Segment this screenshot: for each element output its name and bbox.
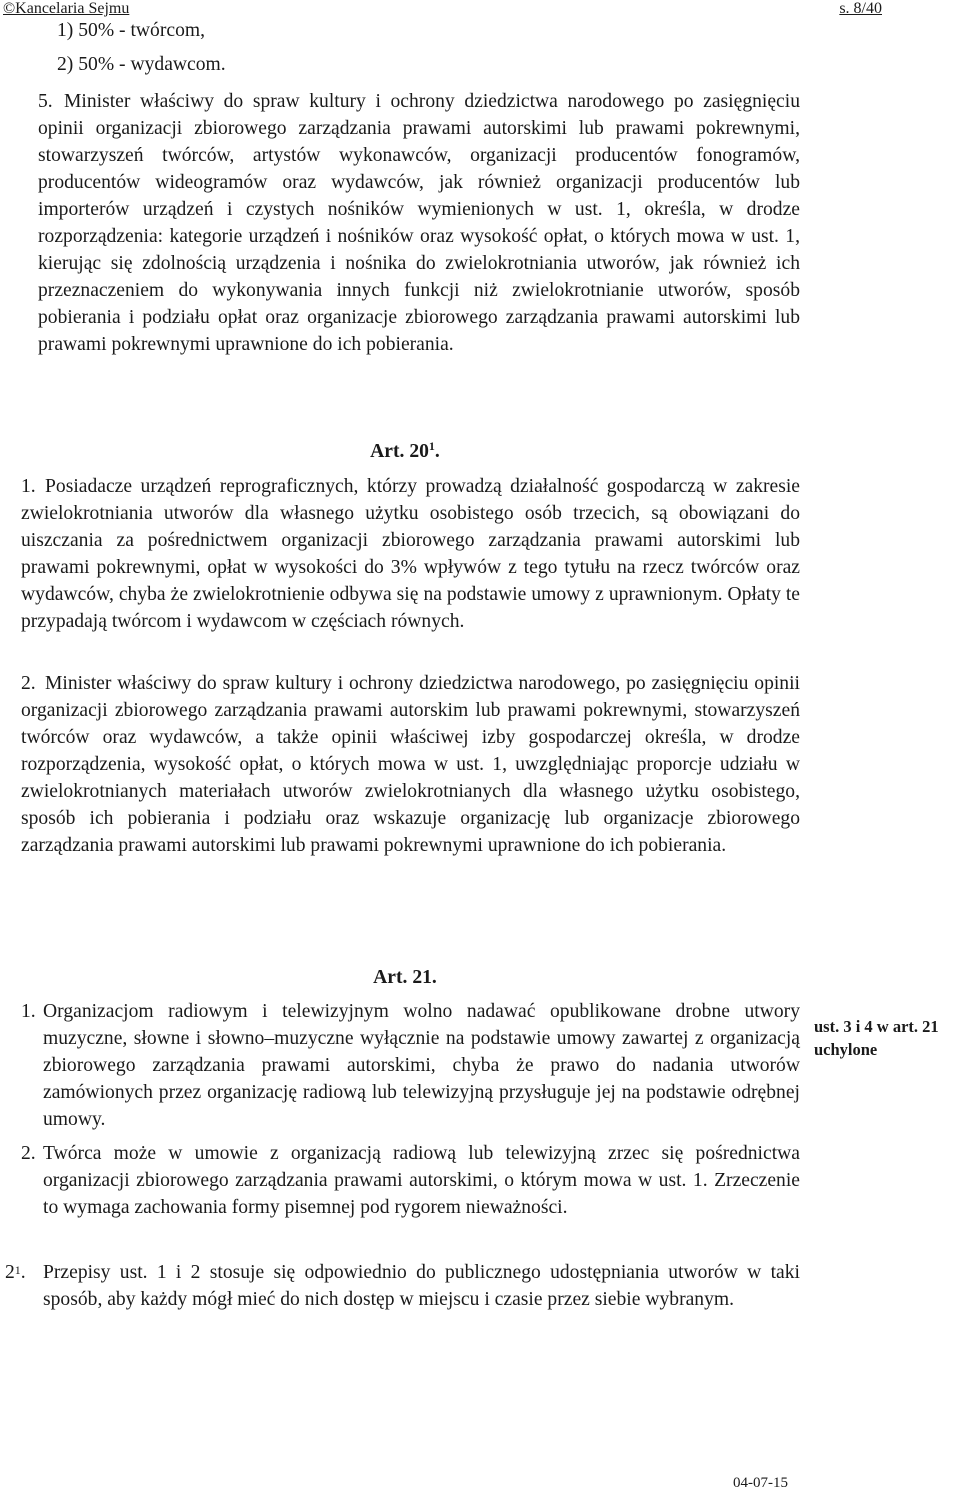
margin-note: ust. 3 i 4 w art. 21 uchylone xyxy=(814,1017,939,1059)
paragraph-number-1-art21: 1. xyxy=(21,1001,36,1022)
paragraph-1: Posiadacze urządzeń reprograficznych, którzy prowadzą działalność gospodarczą w zakresie zwielokrotniania utworów dla własnego użytku osobistego osób trzecich, są obowiązani do uiszczania za pośrednictwem organizacji zbiorowego zarządzania prawami autorskimi lub prawami pokrewnymi, opłat w wysokości do 3% wpływów z tego tytułu na rzecz twórców oraz wydawców, chyba że zwielokrotnienie odbywa się na podstawie umowy z uprawnionym. Opłaty te przypadają twórcom i wydawcom w częściach równych. xyxy=(21,476,800,632)
paragraph-number-2: 2. xyxy=(21,673,36,694)
paragraph-number-main: 2 xyxy=(5,1262,15,1283)
paragraph-number-sup: 1 xyxy=(14,1263,21,1277)
article-heading-20-1 xyxy=(340,441,470,463)
paragraph-2-1-art21: Przepisy ust. 1 i 2 stosuje się odpowiednio do publicznego udostępniania utworów w taki sposób, aby każdy mógł mieć do nich dostęp w miejscu i czasie przez siebie wybranym. xyxy=(43,1262,800,1310)
paragraph-number-2-art21: 2. xyxy=(21,1143,36,1164)
footer-date: 04-07-15 xyxy=(733,1475,788,1491)
paragraph-number-dot: . xyxy=(20,1262,26,1283)
paragraph-number-5: 5. xyxy=(38,91,53,112)
paragraph-2: Minister właściwy do spraw kultury i ochrony dziedzictwa narodowego, po zasięgnięciu opinii organizacji zbiorowego zarządzania prawami autorskim lub prawami pokrewnymi, stowarzyszeń twórców oraz wydawców, a także opinii właściwej izby gospodarczej określa, w drodze rozporządzenia, wysokość opłat, o których mowa w ust. 1, uwzględniając proporcje udziału w zwielokrotnianych materiałach utworów zwielokrotnianych dla własnego użytku osobistego, sposób ich pobierania i podziału oraz wskazuje organizację lub organizacje zbiorowego zarządzania prawami autorskimi lub prawami pokrewnymi uprawnione do ich pobierania. xyxy=(21,673,800,856)
page-number: s. 8/40 xyxy=(839,0,882,17)
article-heading-21: Art. 21. xyxy=(373,967,437,988)
paragraph-number-1: 1. xyxy=(21,476,36,497)
header-source: ©Kancelaria Sejmu xyxy=(3,0,130,17)
paragraph-1-art21: Organizacjom radiowym i telewizyjnym wolno nadawać opublikowane drobne utwory muzyczne, słowne i słowno–muzyczne wyłącznie na podstawie umowy zawartej z organizacją zbiorowego zarządzania prawami autorskimi, chyba że prawo do nadania utworów zamówionych przez organizację radiową lub telewizyjną przysługuje jej na podstawie odrębnej umowy. xyxy=(43,1001,800,1130)
list-item-2: 2) 50% - wydawcom. xyxy=(57,54,226,75)
paragraph-2-art21: Twórca może w umowie z organizacją radiową lub telewizyjną zrzec się pośrednictwa organizacji zbiorowego zarządzania prawami autorskimi, o którym mowa w ust. 1. Zrzeczenie to wymaga zachowania formy pisemnej pod rygorem nieważności. xyxy=(43,1143,800,1218)
paragraph-number-2-1 xyxy=(5,1259,26,1286)
list-item-1: 1) 50% - twórcom, xyxy=(57,20,206,41)
paragraph-5: Minister właściwy do spraw kultury i ochrony dziedzictwa narodowego po zasięgnięciu opinii organizacji zbiorowego zarządzania prawami autorskimi lub prawami pokrewnymi, stowarzyszeń twórców, artystów wykonawców, organizacji producentów fonogramów, producentów wideogramów oraz wydawców, jak również organizacji producentów lub importerów urządzeń i czystych nośników wymienionych w ust. 1, określa, w drodze rozporządzenia: kategorie urządzeń i nośników oraz wysokość opłat, o których mowa w ust. 1, kierując się zdolnością urządzenia i nośnika do zwielokrotniania utworów, jak również ich przeznaczeniem do wykonywania innych funkcji niż zwielokrotnianie utworów, sposób pobierania i podziału opłat oraz organizacje zbiorowego zarządzania prawami autorskimi lub prawami pokrewnymi uprawnione do ich pobierania. xyxy=(38,91,800,355)
article-title: Art. 20 xyxy=(370,441,429,462)
article-title-dot: . xyxy=(434,441,440,462)
article-title-sup: 1 xyxy=(428,439,435,453)
